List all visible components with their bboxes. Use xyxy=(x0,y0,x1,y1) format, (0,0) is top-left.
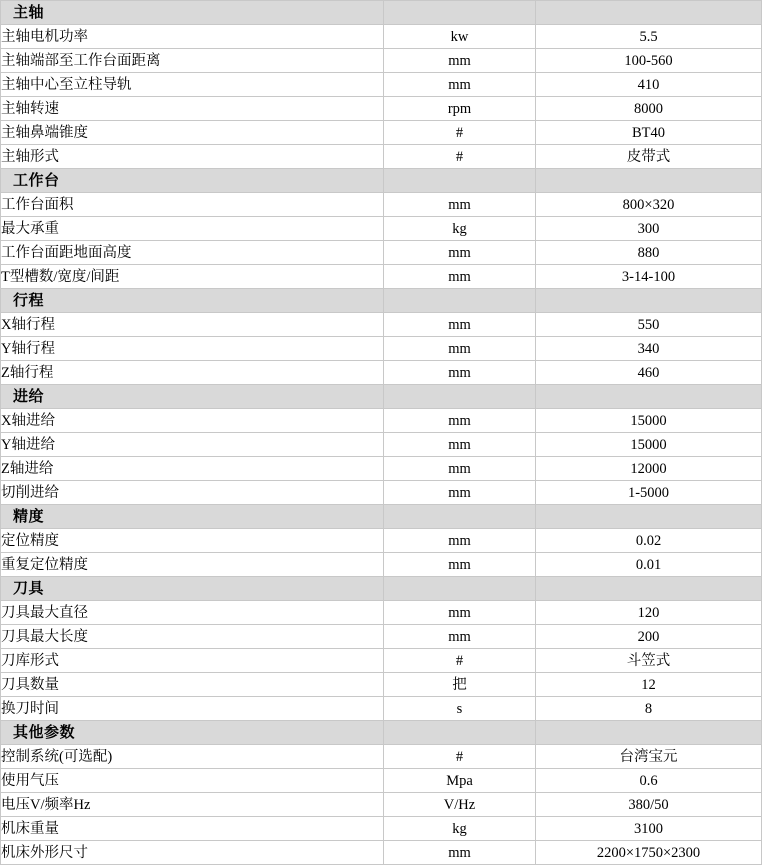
param-unit: mm xyxy=(384,529,536,553)
section-unit-cell xyxy=(384,577,536,601)
param-value: 800×320 xyxy=(536,193,762,217)
table-row xyxy=(1,745,762,769)
section-header-row xyxy=(1,385,762,409)
param-unit: mm xyxy=(384,481,536,505)
table-row xyxy=(1,793,762,817)
table-row xyxy=(1,73,762,97)
param-name: 刀具数量 xyxy=(1,673,384,697)
table-row xyxy=(1,649,762,673)
table-row xyxy=(1,121,762,145)
param-name: 主轴端部至工作台面距离 xyxy=(1,49,384,73)
section-value-cell xyxy=(536,289,762,313)
param-name: 电压V/频率Hz xyxy=(1,793,384,817)
table-row xyxy=(1,553,762,577)
param-value: 120 xyxy=(536,601,762,625)
param-value: 0.02 xyxy=(536,529,762,553)
param-name: 切削进给 xyxy=(1,481,384,505)
table-row xyxy=(1,337,762,361)
param-value: 2200×1750×2300 xyxy=(536,841,762,865)
section-header-row xyxy=(1,505,762,529)
param-name: X轴行程 xyxy=(1,313,384,337)
param-value: 皮带式 xyxy=(536,145,762,169)
param-unit: mm xyxy=(384,265,536,289)
section-header-row xyxy=(1,721,762,745)
param-unit: mm xyxy=(384,73,536,97)
section-title: 主轴 xyxy=(1,1,384,25)
param-value: 5.5 xyxy=(536,25,762,49)
param-value: 12 xyxy=(536,673,762,697)
table-row xyxy=(1,625,762,649)
section-unit-cell xyxy=(384,721,536,745)
param-name: 主轴形式 xyxy=(1,145,384,169)
param-name: 刀具最大直径 xyxy=(1,601,384,625)
param-unit: kw xyxy=(384,25,536,49)
table-row xyxy=(1,433,762,457)
param-unit: s xyxy=(384,697,536,721)
param-name: 刀具最大长度 xyxy=(1,625,384,649)
section-unit-cell xyxy=(384,505,536,529)
table-row xyxy=(1,193,762,217)
section-value-cell xyxy=(536,385,762,409)
param-name: 控制系统(可选配) xyxy=(1,745,384,769)
param-value: 410 xyxy=(536,73,762,97)
param-value: 12000 xyxy=(536,457,762,481)
param-unit: mm xyxy=(384,409,536,433)
param-value: 880 xyxy=(536,241,762,265)
table-row xyxy=(1,25,762,49)
param-unit: kg xyxy=(384,217,536,241)
param-name: 机床外形尺寸 xyxy=(1,841,384,865)
spec-table-body xyxy=(1,1,762,865)
table-row xyxy=(1,817,762,841)
param-unit: mm xyxy=(384,193,536,217)
section-title: 刀具 xyxy=(1,577,384,601)
param-value: 0.01 xyxy=(536,553,762,577)
param-value: 460 xyxy=(536,361,762,385)
table-row xyxy=(1,265,762,289)
param-value: BT40 xyxy=(536,121,762,145)
param-unit: Mpa xyxy=(384,769,536,793)
param-unit: mm xyxy=(384,49,536,73)
section-unit-cell xyxy=(384,385,536,409)
param-unit: mm xyxy=(384,433,536,457)
param-name: Z轴行程 xyxy=(1,361,384,385)
table-row xyxy=(1,217,762,241)
param-name: 主轴中心至立柱导轨 xyxy=(1,73,384,97)
section-title: 其他参数 xyxy=(1,721,384,745)
param-name: 机床重量 xyxy=(1,817,384,841)
param-unit: mm xyxy=(384,601,536,625)
param-value: 台湾宝元 xyxy=(536,745,762,769)
param-name: 重复定位精度 xyxy=(1,553,384,577)
table-row xyxy=(1,457,762,481)
param-name: 使用气压 xyxy=(1,769,384,793)
table-row xyxy=(1,529,762,553)
param-value: 15000 xyxy=(536,409,762,433)
param-unit: # xyxy=(384,145,536,169)
param-unit: mm xyxy=(384,361,536,385)
param-name: 主轴鼻端锥度 xyxy=(1,121,384,145)
section-value-cell xyxy=(536,505,762,529)
table-row xyxy=(1,49,762,73)
table-row xyxy=(1,841,762,865)
table-row xyxy=(1,409,762,433)
param-name: 工作台面距地面高度 xyxy=(1,241,384,265)
table-row xyxy=(1,97,762,121)
param-unit: kg xyxy=(384,817,536,841)
param-unit: mm xyxy=(384,841,536,865)
section-header-row xyxy=(1,577,762,601)
param-name: 换刀时间 xyxy=(1,697,384,721)
param-name: X轴进给 xyxy=(1,409,384,433)
section-unit-cell xyxy=(384,1,536,25)
param-unit: # xyxy=(384,649,536,673)
param-value: 0.6 xyxy=(536,769,762,793)
section-value-cell xyxy=(536,577,762,601)
section-value-cell xyxy=(536,721,762,745)
param-name: T型槽数/宽度/间距 xyxy=(1,265,384,289)
param-unit: mm xyxy=(384,241,536,265)
param-name: 主轴电机功率 xyxy=(1,25,384,49)
section-header-row xyxy=(1,169,762,193)
param-name: 最大承重 xyxy=(1,217,384,241)
param-value: 1-5000 xyxy=(536,481,762,505)
param-value: 8000 xyxy=(536,97,762,121)
section-title: 进给 xyxy=(1,385,384,409)
table-row xyxy=(1,361,762,385)
param-value: 3100 xyxy=(536,817,762,841)
param-unit: rpm xyxy=(384,97,536,121)
param-unit: V/Hz xyxy=(384,793,536,817)
param-value: 550 xyxy=(536,313,762,337)
param-name: 定位精度 xyxy=(1,529,384,553)
param-unit: mm xyxy=(384,313,536,337)
table-row xyxy=(1,313,762,337)
param-value: 380/50 xyxy=(536,793,762,817)
param-value: 8 xyxy=(536,697,762,721)
param-value: 斗笠式 xyxy=(536,649,762,673)
section-title: 工作台 xyxy=(1,169,384,193)
param-unit: mm xyxy=(384,337,536,361)
param-name: Y轴进给 xyxy=(1,433,384,457)
param-value: 300 xyxy=(536,217,762,241)
section-value-cell xyxy=(536,1,762,25)
param-value: 340 xyxy=(536,337,762,361)
table-row xyxy=(1,697,762,721)
param-name: 主轴转速 xyxy=(1,97,384,121)
table-row xyxy=(1,481,762,505)
table-row xyxy=(1,145,762,169)
param-unit: mm xyxy=(384,553,536,577)
table-row xyxy=(1,601,762,625)
param-name: 刀库形式 xyxy=(1,649,384,673)
param-unit: 把 xyxy=(384,673,536,697)
section-unit-cell xyxy=(384,169,536,193)
param-unit: mm xyxy=(384,457,536,481)
table-row xyxy=(1,769,762,793)
section-header-row xyxy=(1,1,762,25)
section-unit-cell xyxy=(384,289,536,313)
table-row xyxy=(1,673,762,697)
param-name: 工作台面积 xyxy=(1,193,384,217)
param-unit: # xyxy=(384,745,536,769)
section-title: 精度 xyxy=(1,505,384,529)
section-header-row xyxy=(1,289,762,313)
param-name: Y轴行程 xyxy=(1,337,384,361)
param-unit: mm xyxy=(384,625,536,649)
param-value: 100-560 xyxy=(536,49,762,73)
param-value: 200 xyxy=(536,625,762,649)
param-value: 3-14-100 xyxy=(536,265,762,289)
table-row xyxy=(1,241,762,265)
param-value: 15000 xyxy=(536,433,762,457)
section-value-cell xyxy=(536,169,762,193)
param-unit: # xyxy=(384,121,536,145)
param-name: Z轴进给 xyxy=(1,457,384,481)
section-title: 行程 xyxy=(1,289,384,313)
